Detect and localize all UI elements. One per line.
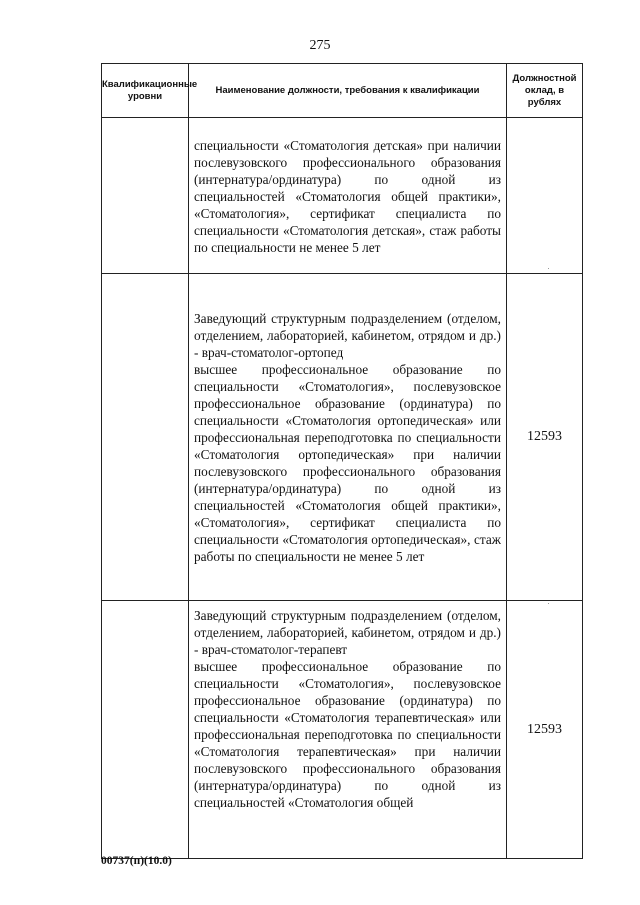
requirements-cell bbox=[189, 601, 507, 859]
qualification-table bbox=[101, 63, 583, 859]
requirements-text: специальности «Стоматология детская» при наличии послевузовского профессионального образования (интернатура/ординатура) по одной из специальностей «Стоматология общей практики», «Стоматология», сертификат специалиста по специальности «Стоматология детская», стаж работы по специальности не менее 5 лет bbox=[194, 137, 501, 255]
table-header-row bbox=[102, 64, 583, 118]
level-cell bbox=[102, 274, 189, 601]
requirements-cell bbox=[189, 118, 507, 274]
scan-speck bbox=[548, 268, 549, 269]
salary-cell: 12593 bbox=[507, 274, 583, 601]
header-level: Квалификационные уровни bbox=[102, 64, 189, 118]
document-code: 00737(п)(10.0) bbox=[101, 855, 172, 867]
position-title: Заведующий структурным подразделением (отделом, отделением, лабораторией, кабинетом, отрядом и др.) - врач-стоматолог-терапевт bbox=[194, 608, 501, 657]
requirements-cell bbox=[189, 274, 507, 601]
page-number: 275 bbox=[309, 38, 331, 53]
scan-speck bbox=[548, 603, 549, 604]
header-position: Наименование должности, требования к квалификации bbox=[189, 64, 507, 118]
level-cell bbox=[102, 601, 189, 859]
position-title: Заведующий структурным подразделением (отделом, отделением, лабораторией, кабинетом, отрядом и др.) - врач-стоматолог-ортопед bbox=[194, 311, 501, 360]
requirements-text: высшее профессиональное образование по специальности «Стоматология», послевузовское профессиональное образование (ординатура) по специальности «Стоматология ортопедическая» или профессиональная переподготовка по специальности «Стоматология ортопедическая» при наличии послевузовского профессионального образования (интернатура/ординатура) по одной из специальностей «Стоматология общей практики», «Стоматология», сертификат специалиста по специальности «Стоматология ортопедическая», стаж работы по специальности не менее 5 лет bbox=[194, 362, 501, 564]
level-cell bbox=[102, 118, 189, 274]
salary-cell bbox=[507, 118, 583, 274]
requirements-text: высшее профессиональное образование по специальности «Стоматология», послевузовское профессиональное образование (ординатура) по специальности «Стоматология терапевтическая» или профессиональная переподготовка по специальности «Стоматология терапевтическая» при наличии послевузовского профессионального образования (интернатура/ординатура) по одной из специальностей «Стоматология общей bbox=[194, 659, 501, 810]
salary-cell: 12593 bbox=[507, 601, 583, 859]
table-row bbox=[102, 601, 583, 859]
header-salary: Должностной оклад, в рублях bbox=[507, 64, 583, 118]
table-row bbox=[102, 118, 583, 274]
table-row bbox=[102, 274, 583, 601]
